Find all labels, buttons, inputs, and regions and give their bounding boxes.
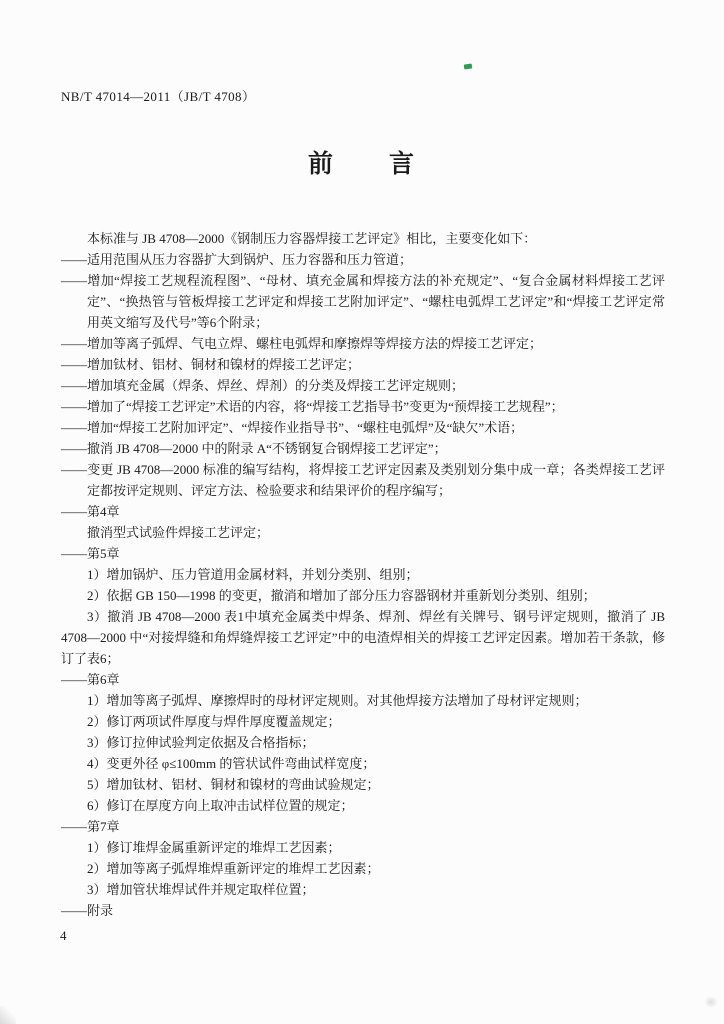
change-item — [61, 417, 665, 438]
change-text: 增加填充金属（焊条、焊丝、焊剂）的分类及焊接工艺评定规则； — [87, 378, 465, 393]
dash-marker: —— — [61, 252, 87, 267]
dash-marker: —— — [61, 672, 87, 687]
dash-marker: —— — [61, 399, 87, 414]
dash-marker: —— — [61, 378, 87, 393]
page-title: 前 言 — [307, 151, 416, 178]
change-text: 第7章 — [87, 819, 120, 834]
doc-number: NB/T 47014—2011（JB/T 4708） — [61, 89, 256, 104]
change-text: 1）增加等离子弧焊、摩擦焊时的母材评定规则。对其他焊接方法增加了母材评定规则； — [87, 693, 588, 708]
change-item — [61, 900, 665, 921]
document-body — [61, 228, 665, 921]
change-text: 1）增加锅炉、压力管道用金属材料，并划分类别、组别； — [87, 567, 419, 582]
change-text: 第6章 — [87, 672, 120, 687]
change-item — [61, 816, 665, 837]
change-subitem — [61, 564, 665, 585]
change-text: 增加“焊接工艺规程流程图”、“母材、填充金属和焊接方法的补充规定”、“复合金属材料焊接工艺评定”、“换热管与管板焊接工艺评定和焊接工艺附加评定”、“螺柱电弧焊工艺评定”和“焊接工艺评定常用英文缩写及代号”等6个附录； — [87, 273, 665, 330]
change-item — [61, 438, 665, 459]
change-item — [61, 396, 665, 417]
change-subitem — [61, 795, 665, 816]
change-text: 3）修订拉伸试验判定依据及合格指标； — [87, 735, 315, 750]
dash-marker: —— — [61, 504, 87, 519]
dash-marker: —— — [61, 462, 87, 477]
change-text: 撤消 JB 4708—2000 中的附录 A“不锈钢复合钢焊接工艺评定”； — [87, 441, 447, 456]
change-item — [61, 459, 665, 501]
scan-artifact-bottom-left — [0, 1006, 16, 1024]
change-text: 3）增加管状堆焊试件并规定取样位置； — [87, 882, 315, 897]
change-text: 增加钛材、铝材、铜材和镍材的焊接工艺评定； — [87, 357, 361, 372]
dash-marker: —— — [61, 273, 87, 288]
change-text: 附录 — [87, 903, 114, 918]
dash-marker: —— — [61, 903, 87, 918]
change-subitem — [61, 774, 665, 795]
scan-artifact-green-speck — [464, 63, 473, 69]
change-item — [61, 249, 665, 270]
dash-marker: —— — [61, 546, 87, 561]
change-text: 6）修订在厚度方向上取冲击试样位置的规定； — [87, 798, 354, 813]
dash-marker: —— — [61, 336, 87, 351]
change-text: 第4章 — [87, 504, 120, 519]
change-item — [61, 669, 665, 690]
change-subitem — [61, 690, 665, 711]
change-text: 3）撤消 JB 4708—2000 表1中填充金属类中焊条、焊剂、焊丝有关牌号、钢号评定规则，撤消了 JB 4708—2000 中“对接焊缝和角焊缝焊接工艺评定”中的电渣焊相关的焊接工艺评定因素。增加若干条款，修订了表6； — [61, 609, 665, 666]
change-subitem — [61, 732, 665, 753]
change-text: 变更 JB 4708—2000 标准的编写结构，将焊接工艺评定因素及类别划分集中成一章；各类焊接工艺评定都按评定规则、评定方法、检验要求和结果评价的程序编写； — [87, 462, 665, 498]
change-subitem — [61, 522, 665, 543]
change-item — [61, 375, 665, 396]
change-list — [61, 249, 665, 921]
change-subitem — [61, 711, 665, 732]
change-text: 增加等离子弧焊、气电立焊、螺柱电弧焊和摩擦焊等焊接方法的焊接工艺评定； — [87, 336, 543, 351]
change-text: 2）修订两项试件厚度与焊件厚度覆盖规定； — [87, 714, 341, 729]
change-text: 2）依据 GB 150—1998 的变更，撤消和增加了部分压力容器钢材并重新划分类别、组别； — [87, 588, 596, 603]
change-item — [61, 270, 665, 333]
change-text: 第5章 — [87, 546, 120, 561]
change-text: 适用范围从压力容器扩大到锅炉、压力容器和压力管道； — [87, 252, 413, 267]
change-text: 增加“焊接工艺附加评定”、“焊接作业指导书”、“螺柱电弧焊”及“缺欠”术语； — [87, 420, 524, 435]
change-subitem — [61, 753, 665, 774]
dash-marker: —— — [61, 819, 87, 834]
change-item — [61, 501, 665, 522]
change-text: 2）增加等离子弧焊堆焊重新评定的堆焊工艺因素； — [87, 861, 380, 876]
intro-paragraph: 本标准与 JB 4708—2000《钢制压力容器焊接工艺评定》相比，主要变化如下： — [87, 231, 537, 246]
change-text: 增加了“焊接工艺评定”术语的内容，将“焊接工艺指导书”变更为“预焊接工艺规程”； — [87, 399, 564, 414]
change-subitem — [61, 879, 665, 900]
change-subitem — [61, 837, 665, 858]
change-text: 1）修订堆焊金属重新评定的堆焊工艺因素； — [87, 840, 341, 855]
change-text: 4）变更外径 φ≤100mm 的管状试件弯曲试样宽度； — [87, 756, 376, 771]
dash-marker: —— — [61, 357, 87, 372]
page-number: 4 — [60, 928, 67, 943]
change-text: 5）增加钛材、铝材、铜材和镍材的弯曲试验规定； — [87, 777, 380, 792]
change-item — [61, 543, 665, 564]
scan-artifact-bottom-right — [704, 996, 718, 1008]
change-subitem — [61, 858, 665, 879]
dash-marker: —— — [61, 441, 87, 456]
change-item — [61, 354, 665, 375]
change-item — [61, 333, 665, 354]
change-text: 撤消型式试验件焊接工艺评定； — [87, 525, 270, 540]
dash-marker: —— — [61, 420, 87, 435]
change-subitem — [61, 606, 665, 669]
change-subitem — [61, 585, 665, 606]
